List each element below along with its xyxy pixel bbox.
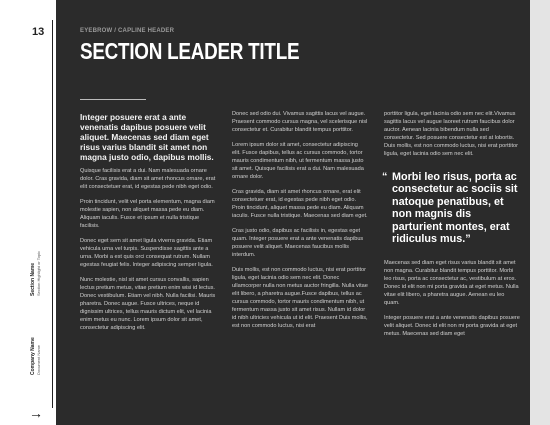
sidebar-divider xyxy=(52,20,53,408)
eyebrow-header: EYEBROW / CAPLINE HEADER xyxy=(80,28,175,34)
company-name-label xyxy=(30,337,41,375)
body-paragraph: Proin tincidunt, velit vel porta elementum, magna diam molestie sapien, non aliquet massa pede eu diam. Aliquam iaculis. Fusce et ipsum et nulla tristique facilisis. xyxy=(80,199,215,229)
body-paragraph: Cras gravida, diam sit amet rhoncus ornare, erat elit consectetuer erat, id egestas pede nibh eget odio. Proin tincidunt, aliquet massa pede eu diam. Aliquam iaculis. Fusce nulla tristique. Maecenas sed diam eget. xyxy=(232,189,368,219)
content-panel xyxy=(56,0,530,425)
lead-paragraph: Integer posuere erat a ante venenatis dapibus posuere velit aliquet. Maecenas sed diam eget risus varius blandit sit amet non magna justo odio, dapibus mollis. xyxy=(80,112,214,162)
column-1 xyxy=(80,110,216,339)
body-paragraph: Donec eget sem sit amet ligula viverra gravida. Etiam vehicula urna vel turpis. Suspendisse sagittis ante a urna. Morbi a est quis orci consequat rutrum. Nullam egestas feugiat felis. Integer adipiscing semper ligula. xyxy=(80,238,213,268)
column-2 xyxy=(232,110,368,337)
body-paragraph: Maecenas sed diam eget risus varius blandit sit amet non magna. Curabitur blandit tempus porttitor. Morbi leo risus, porta ac consectetur ac, vestibulum at eros. Donec id elit non mi porta gravida at eget metus. Nulla vitae elit libero, a pharetra augue. Aenean eu leo quam. xyxy=(384,260,519,307)
quote-mark: “ xyxy=(382,171,388,183)
body-paragraph: Donec sed odio dui. Vivamus sagittis lacus vel augue. Praesent commodo cursus magna, vel scelerisque nisl consectetur et. Curabitur blandit tempus porttitor. xyxy=(232,111,368,133)
section-name-label xyxy=(30,251,41,296)
company-sub: Document Name xyxy=(36,344,41,375)
body-paragraph: Integer posuere erat a ante venenatis dapibus posuere velit aliquet. Donec id elit non mi porta gravida at eget metus. Maecenas sed diam eget xyxy=(384,315,520,338)
right-page-edge xyxy=(530,0,550,425)
left-sidebar xyxy=(0,0,56,425)
body-paragraph: Duis mollis, est non commodo luctus, nisi erat porttitor ligula, eget lacinia odio sem nec elit. Donec ullamcorper nulla non metus auctor fringilla. Nulla vitae elit libero, a pharetra augue.Fusce dapibus, tellus ac cursus commodo, tortor mauris condimentum nibh, ut fermentum massa justo sit amet risus. Nullam id dolor id nibh ultricies vehicula ut id elit. Praesent Duis mollis, est non commodo luctus, nisi erat xyxy=(232,267,368,329)
column-3 xyxy=(384,110,520,345)
arrow-right-icon[interactable]: → xyxy=(29,405,43,421)
section-name: Section Name xyxy=(30,262,36,296)
body-paragraph: porttitor ligula, eget lacinia odio sem nec elit.Vivamus sagittis lacus vel augue laoreet rutrum faucibus dolor auctor. Aenean lacinia bibendum nulla sed consectetur. Sed posuere consectetur est at lobortis. Duis mollis, est non commodo luctus, nisi erat porttitor ligula, eget lacinia odio sem nec elit. xyxy=(384,111,518,157)
body-paragraph: Nunc molestie, nisl sit amet cursus convallis, sapien lectus pretium metus, vitae pretium enim wisi id lectus. Donec vestibulum. Etiam vel nibh. Nulla facilisi. Mauris pharetra. Donec augue. Fusce ultrices, neque id dignissim ultrices, tellus mauris dictum elit, vel lacinia enim metus eu nunc. Lorem ipsum dolor sit amet, consectetur adipiscing elit. xyxy=(80,277,216,331)
pull-quote xyxy=(384,171,520,245)
pull-quote-text: Morbi leo risus, porta ac consectetur ac sociis sit natoque penatibus, et non magnis dis parturient montes, erat ridiculus mus.” xyxy=(392,171,518,246)
body-paragraph: Quisque facilisis erat a dui. Nam malesuada ornare dolor. Cras gravida, diam sit amet rhoncus ornare, erat elit consectetuer erat, id egestas pede nibh eget odio. xyxy=(80,168,216,190)
body-paragraph: Lorem ipsum dolor sit amet, consectetur adipiscing elit. Fusce dapibus, tellus ac cursus commodo, tortor mauris condimentum nibh, ut fermentum massa justo sit amet. Quisque facilisis erat a dui. Nam malesuada ornare dolor. xyxy=(232,142,364,180)
section-sub: Section Highlight or Topic xyxy=(36,250,41,296)
page-title: SECTION LEADER TITLE xyxy=(80,38,300,64)
body-paragraph: Cras justo odio, dapibus ac facilisis in, egestas eget quam. Integer posuere erat a ante venenatis dapibus posuere velit aliquet. Maecenas faucibus mollis interdum. xyxy=(232,228,364,258)
company-name: Company Name xyxy=(30,337,36,375)
page-number: 13 xyxy=(32,26,45,38)
lead-divider xyxy=(80,99,146,100)
